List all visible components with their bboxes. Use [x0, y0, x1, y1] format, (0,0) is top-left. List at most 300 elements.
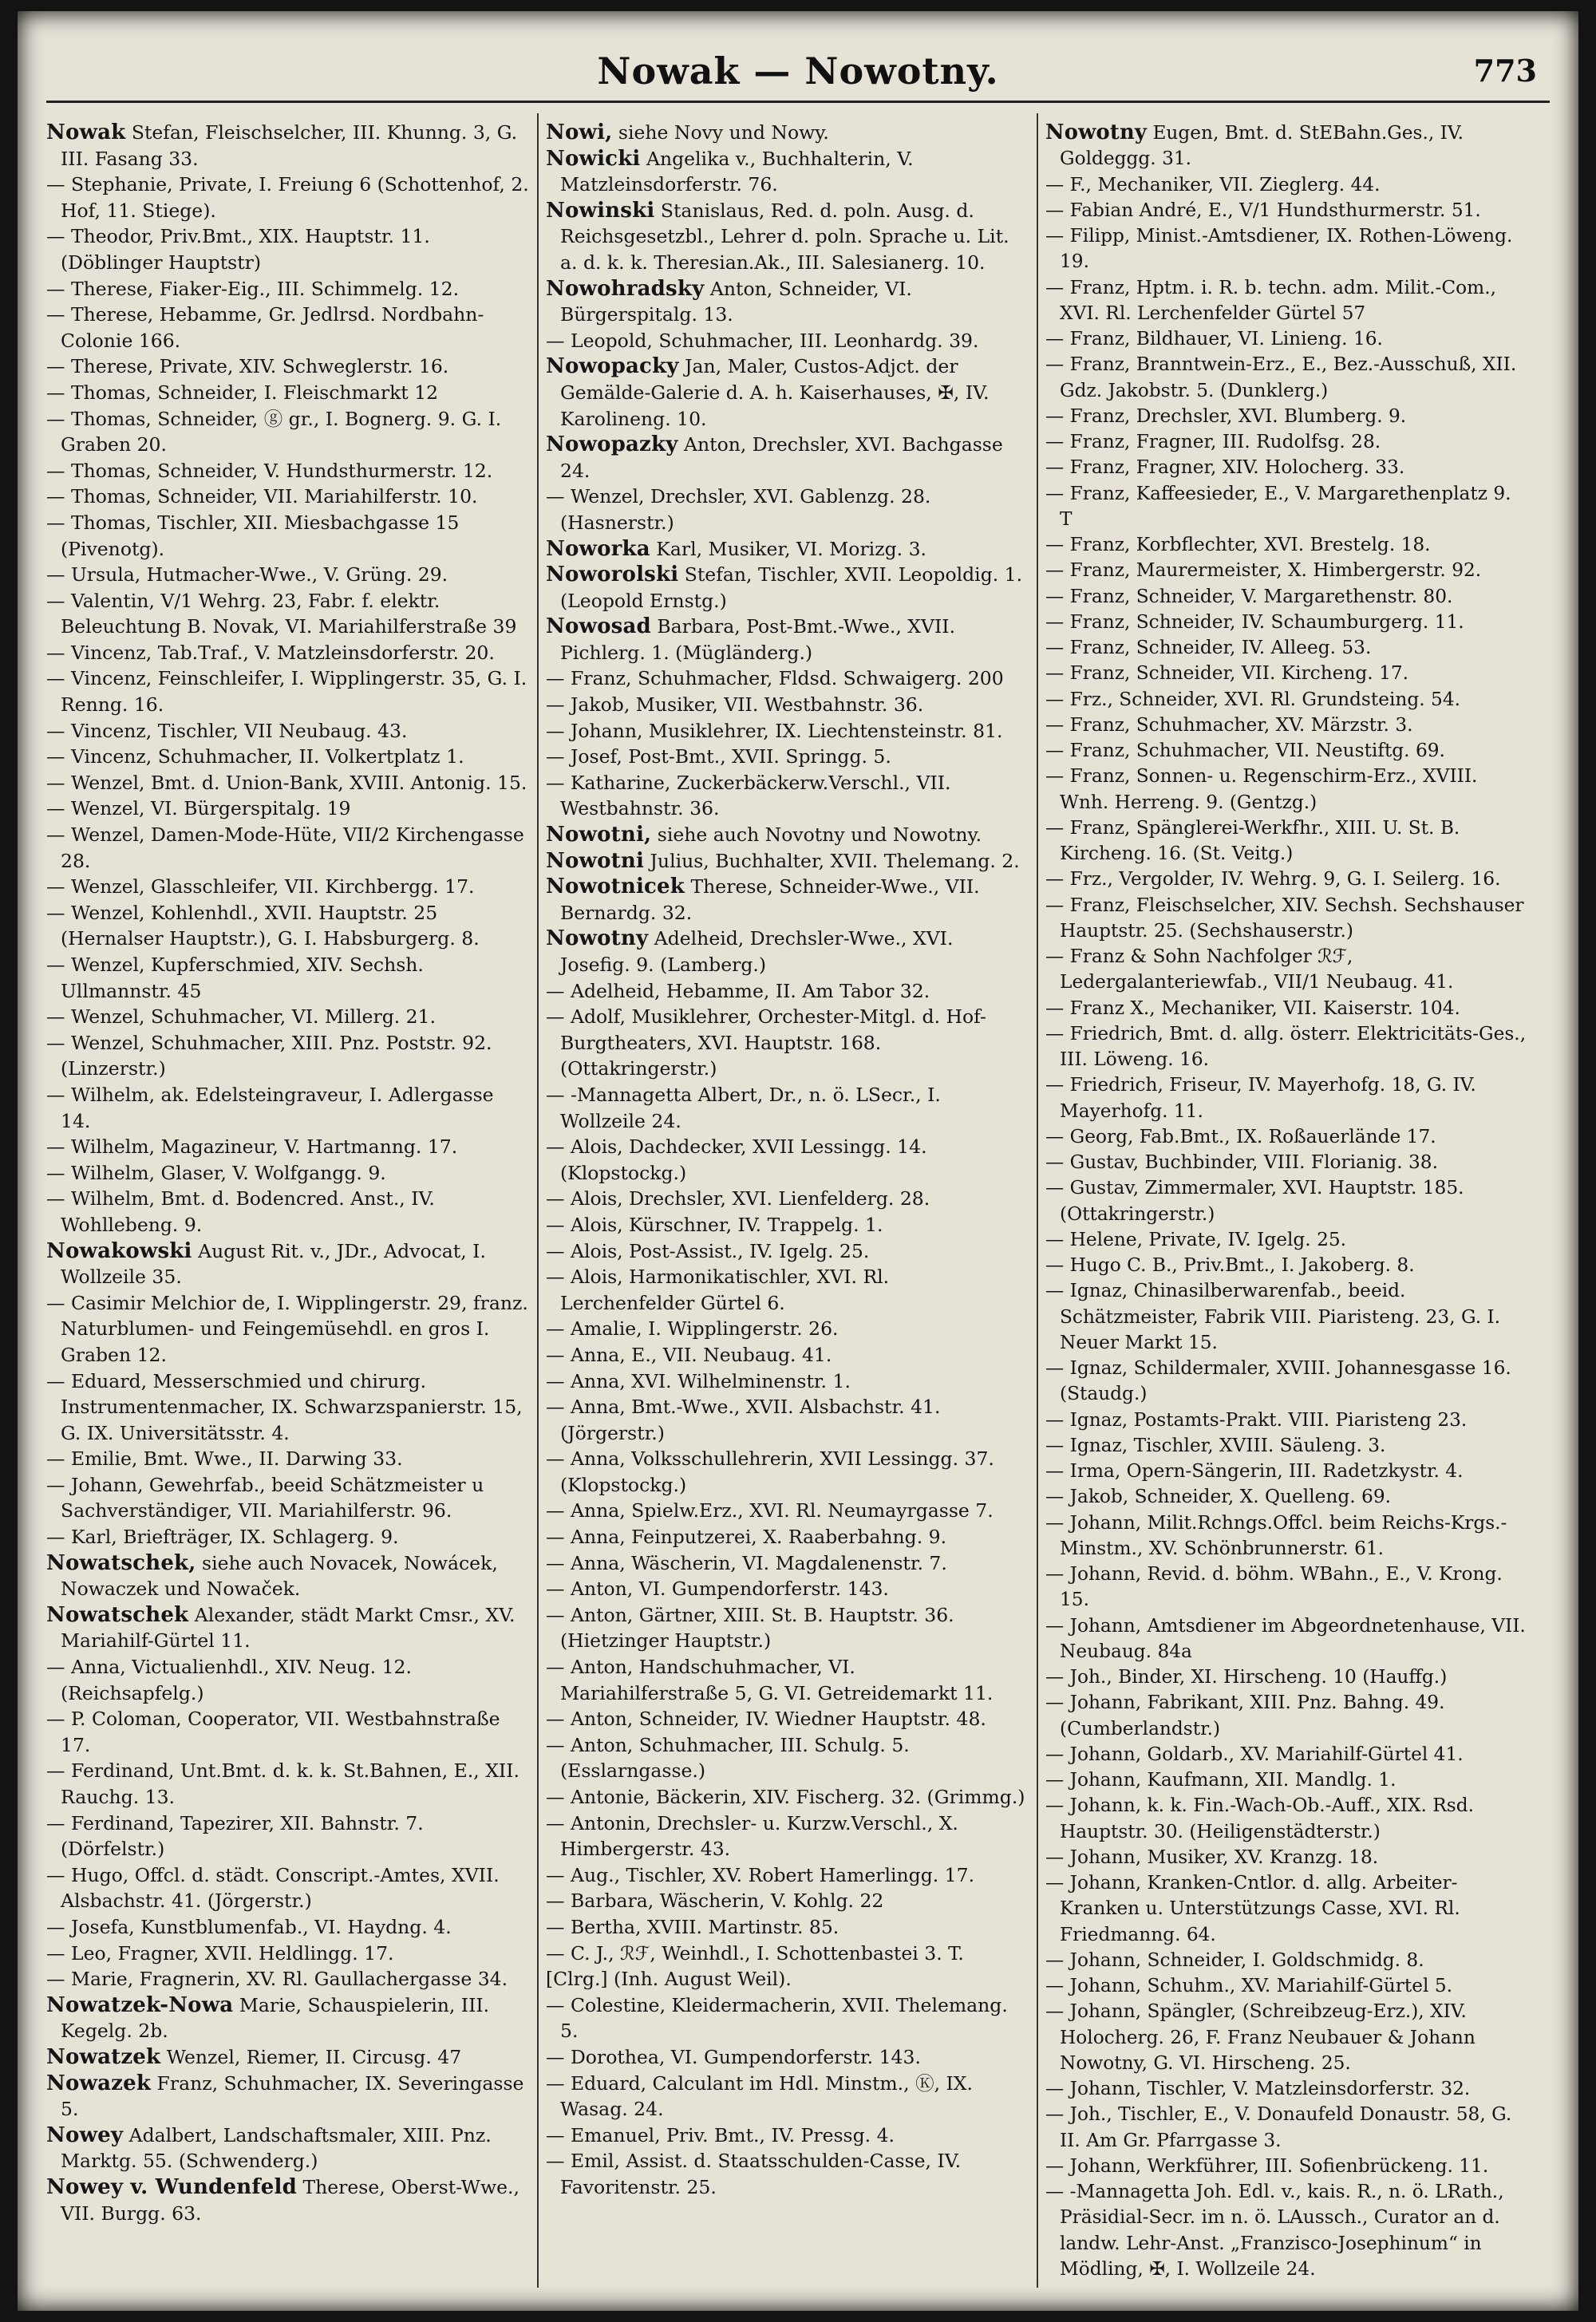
- directory-entry: [546, 1966, 1029, 1992]
- entry-text: — Irma, Opern-Sängerin, III. Radetzkystr. 4.: [1045, 1460, 1464, 1482]
- running-header: [18, 49, 1578, 113]
- entry-text: — Therese, Private, XIV. Schweglerstr. 16.: [46, 355, 449, 378]
- entry-text: — Hugo, Offcl. d. städt. Conscript.-Amtes, XVII. Alsbachstr. 41. (Jörgerstr.): [46, 1863, 500, 1913]
- entry-text: — Franz, Fragner, III. Rudolfsg. 28.: [1045, 431, 1381, 452]
- directory-entry: [46, 718, 529, 744]
- entry-text: Anton, Schneider, VI. Bürgerspitalg. 13.: [560, 277, 912, 326]
- directory-entry: [1045, 455, 1528, 480]
- directory-entry: [546, 120, 1029, 146]
- page-number: 773: [1473, 53, 1537, 89]
- directory-entry: [46, 1186, 529, 1238]
- entry-text: — Barbara, Wäscherin, V. Kohlg. 22: [546, 1890, 884, 1913]
- entry-text: — Wilhelm, Bmt. d. Bodencred. Anst., IV. Wohllebeng. 9.: [46, 1187, 435, 1236]
- directory-entry: [46, 1134, 529, 1160]
- entry-text: — Friedrich, Friseur, IV. Mayerhofg. 18, G. IV. Mayerhofg. 11.: [1045, 1074, 1476, 1122]
- directory-entry: [1045, 1562, 1528, 1613]
- entry-text: — Theodor, Priv.Bmt., XIX. Hauptstr. 11. (Döblinger Hauptstr): [46, 225, 430, 274]
- entry-text: — Franz, Schuhmacher, XV. Märzstr. 3.: [1045, 713, 1413, 736]
- entry-text: — Therese, Fiaker-Eig., III. Schimmelg. 12.: [46, 277, 460, 300]
- directory-entry: [46, 353, 529, 380]
- entry-text: — Wenzel, Schuhmacher, VI. Millerg. 21.: [46, 1005, 437, 1029]
- entry-text: — Ferdinand, Tapezirer, XII. Bahnstr. 7. (Dörfelstr.): [46, 1811, 424, 1861]
- directory-entry: [1045, 223, 1528, 275]
- entry-text: — Franz, Kaffeesieder, E., V. Margarethenplatz 9. T: [1045, 482, 1511, 530]
- column-divider: [1037, 113, 1038, 2288]
- entry-text: — Wenzel, Drechsler, XVI. Gablenzg. 28. (Hasnerstr.): [546, 485, 931, 534]
- entry-text: — Thomas, Schneider, I. Fleischmarkt 12: [46, 381, 439, 404]
- entry-surname: Nowopacky: [546, 354, 679, 379]
- entry-surname: Nowotni,: [546, 823, 652, 847]
- header-rule: [46, 101, 1550, 103]
- page-title: Nowak — Nowotny.: [597, 49, 999, 93]
- entry-text: — Franz, Schneider, VII. Kircheng. 17.: [1045, 662, 1409, 685]
- entry-surname: Nowatschek,: [46, 1550, 196, 1575]
- entry-surname: Nowazek: [46, 2071, 152, 2095]
- entry-text: — Therese, Hebamme, Gr. Jedlrsd. Nordbahn-Colonie 166.: [46, 303, 484, 352]
- entry-text: siehe auch Novacek, Nowácek, Nowaczek und Nowaček.: [61, 1551, 498, 1601]
- directory-entry: [1045, 558, 1528, 583]
- directory-entry: [1045, 2076, 1528, 2102]
- entry-text: Adalbert, Landschaftsmaler, XIII. Pnz. Marktg. 55. (Schwenderg.): [61, 2123, 492, 2173]
- directory-entry: [546, 562, 1029, 614]
- entry-text: — Valentin, V/1 Wehrg. 23, Fabr. f. elektr. Beleuchtung B. Novak, VI. Mariahilferstraße 39: [46, 589, 517, 638]
- column-divider: [537, 113, 539, 2288]
- directory-entry: [1045, 1742, 1528, 1767]
- entry-surname: Nowicki: [546, 146, 641, 171]
- directory-entry: [46, 640, 529, 666]
- entry-text: — Franz, Branntwein-Erz., E., Bez.-Ausschuß, XII. Gdz. Jakobstr. 5. (Dunklerg.): [1045, 353, 1517, 401]
- entry-text: — Johann, Schneider, I. Goldschmidg. 8.: [1045, 1949, 1424, 1971]
- entry-text: — Franz, Fleischselcher, XIV. Sechsh. Sechshauser Hauptstr. 25. (Sechshauserstr.): [1045, 894, 1524, 942]
- entry-text: — Leopold, Schuhmacher, III. Leonhardg. 39.: [546, 329, 979, 352]
- entry-text: Julius, Buchhalter, XVII. Thelemang. 2.: [650, 849, 1020, 872]
- entry-surname: Nowatzek: [46, 2044, 161, 2069]
- entry-text: — Johann, Musiklehrer, IX. Liechtensteinstr. 81.: [546, 719, 1003, 742]
- directory-entry: [1045, 687, 1528, 713]
- directory-entry: [1045, 1021, 1528, 1073]
- directory-entry: [1045, 815, 1528, 867]
- directory-entry: [546, 2123, 1029, 2149]
- entry-text: — Franz, Spänglerei-Werkfhr., XIII. U. St. B. Kircheng. 16. (St. Veitg.): [1045, 816, 1460, 864]
- entry-text: — Johann, k. k. Fin.-Wach-Ob.-Auff., XIX. Rsd. Hauptstr. 30. (Heiligenstädterstr.): [1045, 1795, 1474, 1842]
- entry-text: — Stephanie, Private, I. Freiung 6 (Schottenhof, 2. Hof, 11. Stiege).: [46, 173, 529, 222]
- entry-surname: Nowotnicek: [546, 875, 685, 899]
- entry-surname: Nowatzek-Nowa: [46, 1992, 234, 2017]
- entry-text: Jan, Maler, Custos-Adjct. der Gemälde-Galerie d. A. h. Kaiserhauses, ✠, IV. Karolineng. 10.: [560, 355, 990, 430]
- directory-entry: [1045, 867, 1528, 892]
- entry-text: — Gustav, Zimmermaler, XVI. Hauptstr. 185. (Ottakringerstr.): [1045, 1177, 1464, 1225]
- entry-text: — Anton, Schneider, IV. Wiedner Hauptstr. 48.: [546, 1708, 986, 1731]
- directory-entry: [1045, 2154, 1528, 2179]
- entry-text: — Johann, Schuhm., XV. Mariahilf-Gürtel 5.: [1045, 1975, 1453, 1996]
- directory-entry: [46, 770, 529, 796]
- directory-entry: [1045, 481, 1528, 533]
- entry-text: [Clrg.] (Inh. August Weil).: [546, 1968, 792, 1991]
- entry-text: — Frz., Vergolder, IV. Wehrg. 9, G. I. Seilerg. 16.: [1045, 868, 1501, 890]
- entry-text: — Franz X., Mechaniker, VII. Kaiserstr. 104.: [1045, 997, 1460, 1019]
- directory-entry: [1045, 1999, 1528, 2076]
- directory-entry: [1045, 1150, 1528, 1175]
- directory-entry: [546, 484, 1029, 535]
- directory-entry: [1045, 1408, 1528, 1433]
- directory-entry: [1045, 610, 1528, 635]
- directory-entry: [46, 1602, 529, 1654]
- directory-entry: [46, 2071, 529, 2123]
- entry-text: Anton, Drechsler, XVI. Bachgasse 24.: [560, 433, 1003, 482]
- directory-entry: [1045, 1253, 1528, 1278]
- directory-entry: [46, 2174, 529, 2226]
- directory-entry: [46, 1966, 529, 1992]
- entry-text: — Fabian André, E., V/1 Hundsthurmerstr. 51.: [1045, 199, 1481, 221]
- entry-text: — Alois, Harmonikatischler, XVI. Rl. Lerchenfelder Gürtel 6.: [546, 1266, 890, 1314]
- directory-entry: [46, 1550, 529, 1602]
- entry-text: — Karl, Briefträger, IX. Schlagerg. 9.: [46, 1526, 399, 1549]
- entry-text: — Casimir Melchior de, I. Wipplingerstr. 29, franz. Naturblumen- und Feingemüsehdl. en gros I. Graben 12.: [46, 1291, 528, 1366]
- directory-entry: [546, 1368, 1029, 1395]
- directory-entry: [546, 1914, 1029, 1941]
- directory-entry: [546, 1706, 1029, 1732]
- directory-entry: [46, 1524, 529, 1550]
- directory-entry: [546, 848, 1029, 875]
- entry-text: — Vincenz, Feinschleifer, I. Wipplingerstr. 35, G. I. Renng. 16.: [46, 667, 527, 717]
- directory-entry: [46, 822, 529, 874]
- directory-entry: [546, 614, 1029, 665]
- entry-text: — Johann, Spängler, (Schreibzeug-Erz.), XIV. Holocherg. 26, F. Franz Neubauer & Johann Nowotny, G. VI. Hirscheng. 25.: [1045, 2000, 1476, 2074]
- entry-text: siehe Novy und Nowy.: [618, 121, 829, 144]
- entry-text: — Vincenz, Tischler, VII Neubaug. 43.: [46, 719, 408, 742]
- entry-text: — Gustav, Buchbinder, VIII. Florianig. 38.: [1045, 1151, 1438, 1173]
- entry-text: — Alois, Post-Assist., IV. Igelg. 25.: [546, 1239, 870, 1262]
- entry-text: — P. Coloman, Cooperator, VII. Westbahnstraße 17.: [46, 1708, 500, 1756]
- entry-text: — Dorothea, VI. Gumpendorferstr. 143.: [546, 2045, 921, 2068]
- directory-entry: [1045, 532, 1528, 558]
- entry-text: — Ferdinand, Unt.Bmt. d. k. k. St.Bahnen, E., XII. Rauchg. 13.: [46, 1759, 519, 1808]
- directory-entry: [546, 198, 1029, 276]
- entry-text: — Johann, Goldarb., XV. Mariahilf-Gürtel 41.: [1045, 1743, 1464, 1765]
- entry-text: — Franz, Schneider, V. Margarethenstr. 80.: [1045, 585, 1453, 607]
- directory-entry: [546, 2044, 1029, 2071]
- entry-surname: Nowatschek: [46, 1602, 189, 1627]
- entry-text: — Alois, Drechsler, XVI. Lienfelderg. 28.: [546, 1187, 930, 1210]
- directory-entry: [546, 874, 1029, 926]
- directory-entry: [1045, 713, 1528, 738]
- directory-entry: [46, 1004, 529, 1030]
- column-3: [1045, 120, 1528, 2282]
- entry-text: — Anton, Handschuhmacher, VI. Mariahilferstraße 5, G. VI. Getreidemarkt 11.: [546, 1656, 994, 1704]
- directory-entry: [46, 380, 529, 406]
- entry-text: Stanislaus, Red. d. poln. Ausg. d. Reichsgesetzbl., Lehrer d. poln. Sprache u. Lit. a. d. k. k. Theresian.Ak., III. Salesianerg. 10.: [560, 199, 1009, 274]
- entry-text: — Jakob, Schneider, X. Quelleng. 69.: [1045, 1486, 1392, 1508]
- entry-text: — Emil, Assist. d. Staatsschulden-Casse, IV. Favoritenstr. 25.: [546, 2150, 962, 2198]
- directory-entry: [546, 692, 1029, 718]
- entry-text: — Filipp, Minist.-Amtsdiener, IX. Rothen-Löweng. 19.: [1045, 225, 1513, 273]
- directory-entry: [46, 562, 529, 588]
- directory-entry: [46, 458, 529, 484]
- directory-entry: [1045, 2102, 1528, 2154]
- directory-entry: [46, 1706, 529, 1758]
- entry-text: — Thomas, Schneider, ⓖ gr., I. Bognerg. 9. G. I. Graben 20.: [46, 407, 502, 456]
- directory-entry: [1045, 1356, 1528, 1408]
- entry-text: — Anton, Schuhmacher, III. Schulg. 5. (Esslarngasse.): [546, 1733, 910, 1783]
- entry-surname: Nowey v. Wundenfeld: [46, 2174, 297, 2199]
- directory-entry: [1045, 172, 1528, 198]
- directory-entry: [1045, 1433, 1528, 1459]
- entry-text: — Ursula, Hutmacher-Wwe., V. Grüng. 29.: [46, 563, 448, 586]
- entry-text: — Wilhelm, ak. Edelsteingraveur, I. Adlergasse 14.: [46, 1083, 494, 1132]
- directory-entry: [546, 1498, 1029, 1524]
- directory-entry: [46, 2044, 529, 2071]
- entry-text: — Franz, Maurermeister, X. Himbergerstr. 92.: [1045, 559, 1482, 582]
- entry-text: — Johann, Kaufmann, XII. Mandlg. 1.: [1045, 1769, 1396, 1791]
- entry-text: August Rit. v., JDr., Advocat, I. Wollzeile 35.: [61, 1239, 486, 1289]
- directory-entry: [546, 978, 1029, 1005]
- entry-surname: Nowotni: [546, 848, 645, 873]
- directory-entry: [1045, 1870, 1528, 1948]
- entry-surname: Nowi,: [546, 120, 613, 144]
- directory-entry: [546, 1732, 1029, 1784]
- entry-text: — Franz, Schuhmacher, VII. Neustiftg. 69.: [1045, 740, 1445, 761]
- entry-text: — C. J., ℛℱ, Weinhdl., I. Schottenbastei 3. T.: [546, 1941, 964, 1965]
- directory-entry: [46, 588, 529, 640]
- directory-entry: [46, 874, 529, 900]
- directory-entry: [546, 1524, 1029, 1550]
- directory-entry: [46, 1290, 529, 1368]
- entry-surname: Nowotny: [546, 926, 649, 951]
- entry-text: — Eduard, Messerschmied und chirurg. Instrumentenmacher, IX. Schwarzspanierstr. 15, G. IX. Universitätsstr. 4.: [46, 1369, 523, 1444]
- entry-text: siehe auch Novotny und Nowotny.: [657, 823, 982, 847]
- directory-entry: [546, 353, 1029, 432]
- directory-entry: [546, 1238, 1029, 1265]
- directory-entry: [546, 1082, 1029, 1134]
- entry-text: — Jakob, Musiker, VII. Westbahnstr. 36.: [546, 693, 924, 717]
- directory-entry: [546, 822, 1029, 848]
- entry-text: Stefan, Fleischselcher, III. Khunng. 3, G. III. Fasang 33.: [61, 121, 518, 170]
- directory-entry: [546, 1186, 1029, 1212]
- entry-surname: Nowakowski: [46, 1238, 192, 1263]
- entry-text: — Thomas, Schneider, VII. Mariahilferstr. 10.: [46, 485, 478, 508]
- directory-entry: [546, 770, 1029, 822]
- entry-text: — Franz, Sonnen- u. Regenschirm-Erz., XVIII. Wnh. Herreng. 9. (Gentzg.): [1045, 765, 1478, 813]
- directory-entry: [1045, 429, 1528, 455]
- directory-entry: [546, 1342, 1029, 1368]
- directory-page: [18, 11, 1578, 2311]
- entry-text: — Katharine, Zuckerbäckerw.Verschl., VII. Westbahnstr. 36.: [546, 771, 951, 820]
- directory-entry: [1045, 661, 1528, 686]
- directory-entry: [546, 926, 1029, 977]
- directory-entry: [546, 1811, 1029, 1862]
- directory-entry: [46, 1654, 529, 1706]
- entry-text: — Alois, Kürschner, IV. Trappelg. 1.: [546, 1213, 883, 1236]
- entry-text: — Franz, Schuhmacher, Fldsd. Schwaigerg. 200: [546, 667, 1004, 690]
- entry-text: — Franz, Bildhauer, VI. Linieng. 16.: [1045, 328, 1383, 349]
- directory-entry: [546, 1394, 1029, 1446]
- entry-text: — Franz, Drechsler, XVI. Blumberg. 9.: [1045, 405, 1407, 427]
- directory-entry: [546, 328, 1029, 354]
- entry-text: — Johann, Kranken-Cntlor. d. allg. Arbeiter-Kranken u. Unterstützungs Casse, XVI. Rl. Friedmanng. 64.: [1045, 1872, 1460, 1945]
- entry-text: — Wenzel, VI. Bürgerspitalg. 19: [46, 797, 351, 820]
- entry-text: Eugen, Bmt. d. StEBahn.Ges., IV. Goldeggg. 31.: [1060, 122, 1464, 170]
- entry-text: — Marie, Fragnerin, XV. Rl. Gaullachergasse 34.: [46, 1968, 508, 1991]
- directory-entry: [1045, 1072, 1528, 1124]
- directory-entry: [546, 1316, 1029, 1342]
- entry-text: — Emilie, Bmt. Wwe., II. Darwing 33.: [46, 1447, 403, 1471]
- directory-entry: [546, 1576, 1029, 1602]
- directory-entry: [546, 146, 1029, 198]
- directory-entry: [46, 1160, 529, 1187]
- entry-text: — Antonie, Bäckerin, XIV. Fischerg. 32. (Grimmg.): [546, 1786, 1025, 1808]
- entry-text: Therese, Oberst-Wwe., VII. Burgg. 63.: [61, 2175, 519, 2225]
- directory-entry: [1045, 120, 1528, 172]
- directory-entry: [546, 1446, 1029, 1498]
- directory-entry: [1045, 404, 1528, 429]
- directory-entry: [46, 1758, 529, 1810]
- entry-text: — Johann, Milit.Rchngs.Offcl. beim Reichs-Krgs.-Minstm., XV. Schönbrunnerstr. 61.: [1045, 1511, 1507, 1559]
- directory-entry: [46, 1030, 529, 1082]
- directory-entry: [1045, 764, 1528, 815]
- entry-text: — Amalie, I. Wipplingerstr. 26.: [546, 1317, 839, 1341]
- directory-entry: [546, 2071, 1029, 2123]
- entry-text: — Johann, Fabrikant, XIII. Pnz. Bahng. 49. (Cumberlandstr.): [1045, 1692, 1445, 1740]
- directory-entry: [46, 1811, 529, 1862]
- directory-entry: [546, 1862, 1029, 1889]
- directory-entry: [1045, 1510, 1528, 1562]
- directory-entry: [546, 1941, 1029, 1967]
- entry-text: — Franz, Korbflechter, XVI. Brestelg. 18.: [1045, 534, 1431, 555]
- directory-entry: [1045, 1973, 1528, 1999]
- directory-entry: [1045, 1845, 1528, 1870]
- entry-text: — Antonin, Drechsler- u. Kurzw.Verschl., X. Himbergerstr. 43.: [546, 1811, 958, 1861]
- entry-text: — Wenzel, Kupferschmied, XIV. Sechsh. Ullmannstr. 45: [46, 954, 424, 1002]
- entry-text: Marie, Schauspielerin, III. Kegelg. 2b.: [61, 1993, 490, 2043]
- entry-surname: Nowinski: [546, 198, 655, 223]
- directory-entry: [46, 276, 529, 302]
- directory-entry: [1045, 1227, 1528, 1253]
- directory-entry: [46, 796, 529, 822]
- entry-text: — Ignaz, Postamts-Prakt. VIII. Piaristeng 23.: [1045, 1408, 1468, 1431]
- directory-entry: [1045, 275, 1528, 327]
- directory-entry: [1045, 1948, 1528, 1973]
- directory-entry: [546, 2148, 1029, 2200]
- entry-surname: Nowohradsky: [546, 276, 705, 301]
- entry-text: — Ignaz, Chinasilberwarenfab., beeid. Schätzmeister, Fabrik VIII. Piaristeng. 23, G. I. Neuer Markt 15.: [1045, 1280, 1501, 1353]
- directory-entry: [46, 1472, 529, 1524]
- entry-text: — Anna, Bmt.-Wwe., XVII. Alsbachstr. 41. (Jörgerstr.): [546, 1396, 941, 1444]
- directory-entry: [46, 1941, 529, 1967]
- directory-entry: [46, 406, 529, 458]
- directory-entry: [46, 2123, 529, 2174]
- directory-entry: [546, 1134, 1029, 1186]
- entry-text: — Thomas, Schneider, V. Hundsthurmerstr. 12.: [46, 459, 493, 482]
- directory-entry: [46, 1368, 529, 1447]
- directory-entry: [1045, 1767, 1528, 1793]
- entry-text: — Franz, Hptm. i. R. b. techn. adm. Milit.-Com., XVI. Rl. Lerchenfelder Gürtel 57: [1045, 276, 1496, 324]
- entry-text: Karl, Musiker, VI. Morizg. 3.: [656, 537, 926, 560]
- entry-text: — Thomas, Tischler, XII. Miesbachgasse 15 (Pivenotg).: [46, 511, 460, 560]
- column-1: [46, 120, 529, 2226]
- directory-entry: [46, 1914, 529, 1941]
- entry-text: — Wenzel, Kohlenhdl., XVII. Hauptstr. 25 (Hernalser Hauptstr.), G. I. Habsburgerg. 8.: [46, 901, 480, 950]
- entry-text: — Franz & Sohn Nachfolger ℛℱ, Ledergalanteriewfab., VII/1 Neubaug. 41.: [1045, 946, 1454, 993]
- entry-text: — Josef, Post-Bmt., XVII. Springg. 5.: [546, 745, 891, 768]
- entry-surname: Nowosad: [546, 614, 651, 639]
- entry-text: — Wenzel, Damen-Mode-Hüte, VII/2 Kirchengasse 28.: [46, 823, 524, 872]
- entry-text: — F., Mechaniker, VII. Zieglerg. 44.: [1045, 173, 1381, 195]
- directory-entry: [1045, 352, 1528, 404]
- entry-text: — Wenzel, Schuhmacher, XIII. Pnz. Poststr. 92. (Linzerstr.): [46, 1031, 492, 1080]
- entry-text: — Anna, Spielw.Erz., XVI. Rl. Neumayrgasse 7.: [546, 1499, 994, 1522]
- directory-entry: [546, 536, 1029, 563]
- directory-entry: [46, 1862, 529, 1914]
- directory-entry: [1045, 1793, 1528, 1845]
- directory-entry: [546, 1654, 1029, 1706]
- directory-entry: [1045, 1613, 1528, 1665]
- entry-text: Angelika v., Buchhalterin, V. Matzleinsdorferstr. 76.: [560, 147, 914, 196]
- directory-entry: [1045, 1484, 1528, 1510]
- entry-text: — Franz, Schneider, IV. Schaumburgerg. 11.: [1045, 610, 1464, 633]
- entry-text: — Vincenz, Schuhmacher, II. Volkertplatz 1.: [46, 745, 464, 768]
- entry-text: Adelheid, Drechsler-Wwe., XVI. Josefig. 9. (Lamberg.): [560, 927, 954, 976]
- entry-text: — Josefa, Kunstblumenfab., VI. Haydng. 4.: [46, 1915, 452, 1938]
- directory-entry: [546, 1602, 1029, 1654]
- entry-text: — Johann, Musiker, XV. Kranzg. 18.: [1045, 1846, 1379, 1868]
- entry-text: — Wilhelm, Glaser, V. Wolfgangg. 9.: [46, 1161, 386, 1184]
- directory-entry: [46, 744, 529, 770]
- entry-text: — Anna, Feinputzerei, X. Raaberbahng. 9.: [546, 1526, 947, 1549]
- entry-text: — -Mannagetta Joh. Edl. v., kais. R., n. ö. LRath., Präsidial-Secr. im n. ö. LAussch., Curator an d. landw. Lehr-Anst. „Franzisco-Josephinum“ in Mödling, ✠, I. Wollzeile 24.: [1045, 2181, 1504, 2280]
- entry-surname: Noworka: [546, 536, 650, 561]
- directory-entry: [46, 665, 529, 717]
- entry-surname: Nowey: [46, 2123, 124, 2147]
- directory-entry: [1045, 996, 1528, 1021]
- directory-entry: [1045, 1175, 1528, 1227]
- entry-text: — Anton, Gärtner, XIII. St. B. Hauptstr. 36. (Hietzinger Hauptstr.): [546, 1603, 954, 1653]
- column-2: [546, 120, 1029, 2201]
- entry-text: — Georg, Fab.Bmt., IX. Roßauerlände 17.: [1045, 1125, 1436, 1147]
- entry-text: — Johann, Amtsdiener im Abgeordnetenhause, VII. Neubaug. 84a: [1045, 1614, 1526, 1662]
- directory-entry: [546, 1550, 1029, 1577]
- directory-entry: [46, 1992, 529, 2044]
- directory-entry: [546, 1004, 1029, 1082]
- entry-text: — Johann, Revid. d. böhm. WBahn., E., V. Krong. 15.: [1045, 1563, 1503, 1611]
- entry-text: — Adelheid, Hebamme, II. Am Tabor 32.: [546, 979, 930, 1002]
- entry-text: — -Mannagetta Albert, Dr., n. ö. LSecr., I. Wollzeile 24.: [546, 1083, 941, 1132]
- entry-text: Barbara, Post-Bmt.-Wwe., XVII. Pichlerg. 1. (Mügländerg.): [560, 615, 956, 664]
- entry-text: — Anna, Volksschullehrerin, XVII Lessingg. 37. (Klopstockg.): [546, 1447, 994, 1496]
- directory-entry: [1045, 738, 1528, 764]
- entry-text: Franz, Schuhmacher, IX. Severingasse 5.: [61, 2071, 524, 2121]
- directory-entry: [546, 1212, 1029, 1238]
- entry-text: Stefan, Tischler, XVII. Leopoldig. 1. (Leopold Ernstg.): [560, 563, 1023, 612]
- entry-text: Alexander, städt Markt Cmsr., XV. Mariahilf-Gürtel 11.: [61, 1603, 516, 1653]
- directory-entry: [546, 718, 1029, 744]
- directory-entry: [46, 1082, 529, 1134]
- entry-surname: Nowotny: [1045, 120, 1148, 144]
- directory-entry: [1045, 2179, 1528, 2282]
- entry-text: — Bertha, XVIII. Martinstr. 85.: [546, 1915, 839, 1938]
- directory-entry: [1045, 1124, 1528, 1150]
- directory-entry: [46, 1446, 529, 1472]
- entry-text: — Friedrich, Bmt. d. allg. österr. Elektricitäts-Ges., III. Löweng. 16.: [1045, 1022, 1527, 1070]
- directory-entry: [546, 1784, 1029, 1811]
- directory-entry: [46, 952, 529, 1004]
- directory-entry: [46, 302, 529, 353]
- directory-entry: [46, 484, 529, 510]
- directory-entry: [546, 1264, 1029, 1316]
- directory-entry: [546, 276, 1029, 328]
- entry-text: — Franz, Schneider, IV. Alleeg. 53.: [1045, 637, 1372, 658]
- directory-entry: [546, 665, 1029, 692]
- entry-text: — Leo, Fragner, XVII. Heldlingg. 17.: [46, 1941, 394, 1965]
